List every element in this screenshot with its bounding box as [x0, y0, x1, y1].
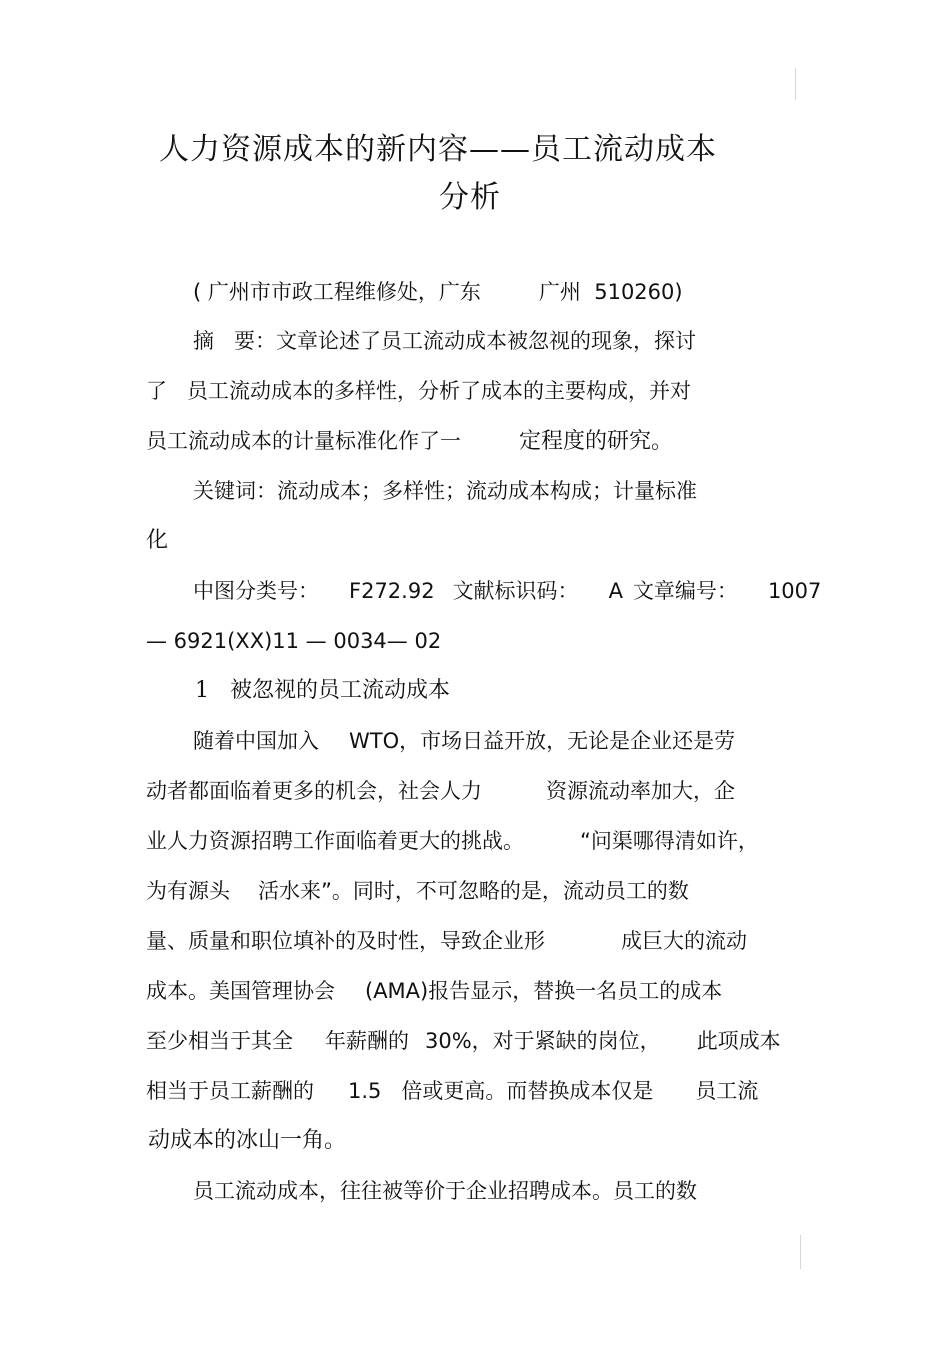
classification-line-2: — 6921(XX)11 — 0034— 02 — [146, 629, 442, 653]
section-1-heading: 1 被忽视的员工流动成本 — [195, 678, 450, 703]
body-line: 员工流动成本，往往被等价于企业招聘成本。员工的数 — [193, 1179, 697, 1203]
page-margin-mark — [795, 68, 796, 100]
page-margin-mark — [800, 1235, 801, 1269]
body-line: 动成本的冰山一角。 — [148, 1128, 347, 1153]
affiliation-city: 广州 510260) — [538, 280, 683, 304]
affiliation-org: ( 广州市市政工程维修处，广东 — [193, 280, 481, 304]
article-no-label: 文章编号： — [632, 579, 738, 603]
body-line: 成本。美国管理协会 (AMA)报告显示，替换一名员工的成本 — [146, 979, 723, 1003]
doc-code-label: 文献标识码： — [452, 579, 579, 603]
doc-code-value: A — [608, 579, 623, 603]
classification-line-1 — [193, 576, 821, 606]
body-line: 随着中国加入 WTO，市场日益开放，无论是企业还是劳 — [193, 729, 736, 753]
body-line: 为有源头 活水来”。同时，不可忽略的是，流动员工的数 — [146, 879, 689, 903]
clc-value: F272.92 — [349, 579, 435, 603]
body-line: 动者都面临着更多的机会，社会人力 资源流动率加大，企 — [146, 779, 735, 803]
affiliation — [193, 277, 683, 307]
body-line: 业人力资源招聘工作面临着更大的挑战。 “问渠哪得清如许， — [146, 829, 759, 853]
clc-label: 中图分类号： — [193, 579, 319, 603]
keywords-line-2: 化 — [146, 528, 169, 553]
body-line: 量、质量和职位填补的及时性，导致企业形 成巨大的流动 — [146, 929, 747, 953]
article-no-value: 1007 — [767, 579, 822, 603]
article-title-line-2: 分析 — [439, 180, 501, 215]
article-title-line-1: 人力资源成本的新内容——员工流动成本 — [159, 132, 717, 167]
body-line: 相当于员工薪酬的 1.5 倍或更高。而替换成本仅是 员工流 — [146, 1079, 759, 1103]
abstract-line-1: 摘 要：文章论述了员工流动成本被忽视的现象，探讨 — [193, 329, 697, 353]
abstract-line-2: 了 员工流动成本的多样性，分析了成本的主要构成，并对 — [146, 379, 692, 403]
keywords-line-1: 关键词：流动成本；多样性；流动成本构成；计量标准 — [193, 479, 697, 503]
abstract-line-3: 员工流动成本的计量标准化作了一 定程度的研究。 — [146, 429, 674, 454]
body-line: 至少相当于其全 年薪酬的 30%，对于紧缺的岗位， 此项成本 — [146, 1029, 781, 1053]
